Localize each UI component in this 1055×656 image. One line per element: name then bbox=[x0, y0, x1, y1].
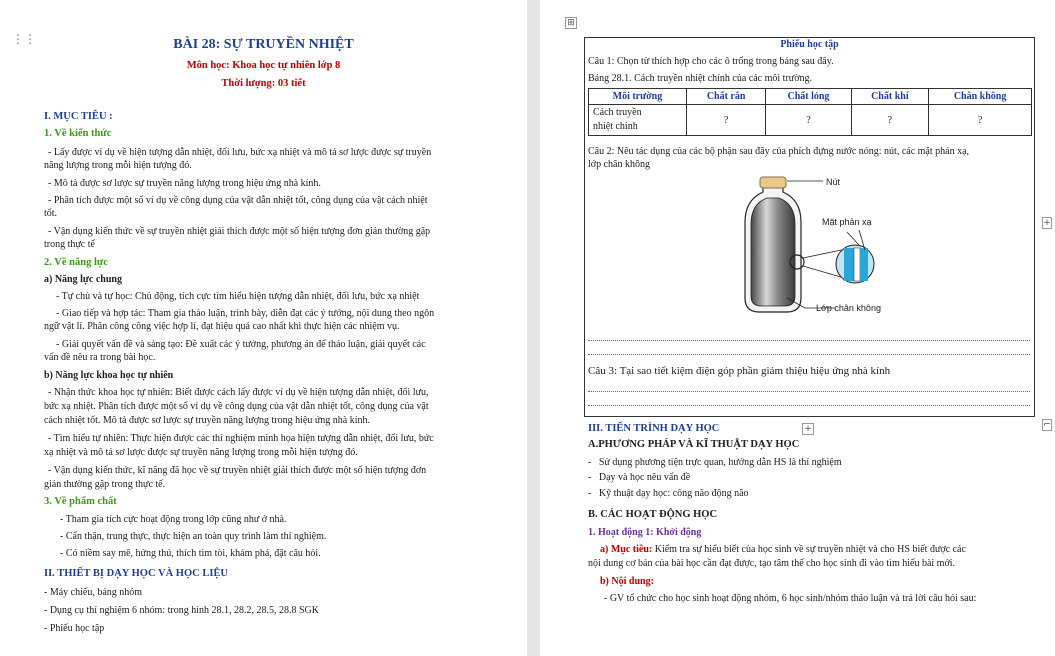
text-line: - Giải quyết vấn đề và sáng tạo: Đề xuất các ý tưởng, phương án để thảo luận, giải quyết các bbox=[56, 339, 426, 350]
lesson-title: BÀI 28: SỰ TRUYỀN NHIỆT bbox=[173, 37, 354, 52]
list-item-text: Dạy và học nêu vấn đề bbox=[598, 472, 691, 483]
text-line: nội dung cơ bản của bài học cần đạt được, tạo tâm thế cho học sinh đi vào tìm hiểu bài mới. bbox=[588, 558, 956, 569]
text-line: tốt. bbox=[44, 208, 58, 219]
list-item: - Dạy và học nêu vấn đề bbox=[588, 472, 691, 483]
section-objectives: I. MỤC TIÊU : bbox=[44, 111, 113, 122]
objective-label: a) Mục tiêu: bbox=[600, 544, 653, 555]
text-line: trong thực tế bbox=[44, 239, 95, 250]
heat-transfer-table bbox=[588, 88, 1032, 136]
table-cell[interactable]: ? bbox=[929, 105, 1032, 136]
answer-line[interactable] bbox=[588, 340, 1030, 341]
list-item: - Sử dụng phương tiện trực quan, hướng dẫn HS là thí nghiệm bbox=[588, 457, 842, 468]
row-label-line: Cách truyền bbox=[593, 107, 642, 118]
objective-text: Kiểm tra sự hiểu biết của học sinh về sự truyền nhiệt và cho HS biết được các bbox=[654, 544, 966, 555]
text-line: - Cẩn thận, trung thực, thực hiện an toàn quy trình làm thí nghiệm. bbox=[60, 531, 327, 542]
lesson-duration: Thời lượng: 03 tiết bbox=[221, 78, 306, 89]
text-line: - Tham gia tích cực hoạt động trong lớp cũng như ở nhà. bbox=[60, 514, 287, 525]
table-header-cell: Môi trường bbox=[589, 89, 687, 105]
drag-handle-icon[interactable]: ⋮⋮ bbox=[12, 32, 36, 46]
answer-line[interactable] bbox=[588, 391, 1030, 392]
text-line: - Dụng cụ thí nghiệm 6 nhóm: trong hình 28.1, 28.2, 28.5, 28.8 SGK bbox=[44, 605, 319, 616]
text-line: giản thường gặp trong thực tế. bbox=[44, 479, 166, 490]
table-cell[interactable]: ? bbox=[686, 105, 766, 136]
text-line: - Nhận thức khoa học tự nhiên: Biết được cách lấy được ví dụ về hiện tượng dẫn nhiệt, đối lưu, bbox=[48, 387, 429, 398]
text-line: - Mô tả được sơ lược sự truyền năng lượng trong hiệu ứng nhà kính. bbox=[48, 178, 321, 189]
label-reflective-surface: Mặt phản xạ bbox=[822, 217, 872, 227]
text-line: - Vận dụng kiến thức, kĩ năng đã học về sự truyền nhiệt giải thích được một số hiện tượng đơn bbox=[48, 465, 427, 476]
subsection-competence: 2. Về năng lực bbox=[44, 257, 108, 268]
question-1: Câu 1: Chọn từ thích hợp cho các ô trống trong bảng sau đây. bbox=[588, 56, 834, 67]
question-2-cont: lớp chân không bbox=[588, 159, 650, 170]
list-item-text: Sử dụng phương tiện trực quan, hướng dẫn HS là thí nghiệm bbox=[598, 457, 842, 468]
table-move-handle-icon[interactable]: ⊞ bbox=[565, 17, 577, 29]
add-row-icon[interactable]: + bbox=[802, 423, 814, 435]
section-methods: A.PHƯƠNG PHÁP VÀ KĨ THUẬT DẠY HỌC bbox=[588, 439, 800, 450]
label-vacuum-layer: Lớp chân không bbox=[816, 303, 881, 313]
subsection-knowledge: 1. Về kiến thức bbox=[44, 128, 112, 139]
text-line: ngữ vật lí. Phân công công việc hợp lí, đạt hiệu quả cao nhất khi thực hiện các nhiệm vụ. bbox=[44, 321, 400, 332]
table-header-cell: Chất lỏng bbox=[766, 89, 851, 105]
heading-science-competence: b) Năng lực khoa học tự nhiên bbox=[44, 370, 174, 381]
text-line: - GV tổ chức cho học sinh hoạt động nhóm, 6 học sinh/nhóm thảo luận và trả lời câu hỏi sau: bbox=[604, 593, 977, 604]
text-line: - Tự chủ và tự học: Chủ động, tích cực tìm hiểu hiện tượng dẫn nhiệt, đối lưu, bức xạ nhiệt bbox=[56, 291, 420, 302]
section-activities: B. CÁC HOẠT ĐỘNG HỌC bbox=[588, 509, 718, 520]
table-row-label bbox=[589, 105, 687, 136]
table-caption: Bảng 28.1. Cách truyền nhiệt chính của các môi trường. bbox=[588, 73, 812, 84]
section-equipment: II. THIẾT BỊ DẠY HỌC VÀ HỌC LIỆU bbox=[44, 568, 228, 579]
text-line: xạ nhiệt và mô tả sơ lược được sự truyền năng lượng trong mỗi hiện tượng đó. bbox=[44, 447, 358, 458]
text-line: cách nhiệt tốt. Mô tả được sơ lược sự truyền năng lượng trong hiệu ứng nhà kính. bbox=[44, 415, 370, 426]
text-line: - Vận dụng kiến thức về sự truyền nhiệt giải thích được một số hiện tượng đơn giản thường gặp bbox=[48, 226, 431, 237]
add-column-icon[interactable]: + bbox=[1043, 218, 1051, 228]
answer-line[interactable] bbox=[588, 354, 1030, 355]
right-page bbox=[540, 0, 1055, 656]
section-teaching-process: III. TIẾN TRÌNH DẠY HỌC bbox=[588, 423, 720, 434]
question-2: Câu 2: Nêu tác dụng của các bộ phận sau đây của phích đựng nước nóng: nút, các mặt phản xạ, bbox=[588, 146, 970, 157]
row-label-line: nhiệt chính bbox=[593, 121, 638, 132]
resize-table-icon[interactable]: ⌐ bbox=[1043, 420, 1051, 430]
thermos-figure bbox=[735, 170, 915, 320]
text-line: - Tìm hiểu tự nhiên: Thực hiện được các thí nghiệm minh họa hiện tượng dẫn nhiệt, đối lưu, bức bbox=[48, 433, 434, 444]
text-line: - Máy chiếu, bảng nhóm bbox=[44, 587, 143, 598]
worksheet-title: Phiếu học tập bbox=[780, 39, 839, 50]
text-line: - Phiếu học tập bbox=[44, 623, 105, 634]
question-3: Câu 3: Tại sao tiết kiệm điện góp phần giảm thiệu hiệu ứng nhà kính bbox=[588, 365, 891, 377]
table-header-cell: Chất khí bbox=[851, 89, 929, 105]
table-cell[interactable]: ? bbox=[766, 105, 851, 136]
text-line: - Lấy được ví dụ về hiện tượng dẫn nhiệt, đối lưu, bức xạ nhiệt và mô tả sơ lược được sự truyền bbox=[48, 147, 432, 158]
answer-line[interactable] bbox=[588, 405, 1030, 406]
subsection-qualities: 3. Về phẩm chất bbox=[44, 496, 117, 507]
left-page bbox=[0, 0, 527, 656]
text-line: năng lượng trong mỗi hiện tượng đó. bbox=[44, 160, 192, 171]
text-line: - Có niềm say mê, hứng thú, thích tìm tòi, khám phá, đặt câu hỏi. bbox=[60, 548, 321, 559]
table-cell[interactable]: ? bbox=[851, 105, 929, 136]
text-line: bức xạ nhiệt. Phân tích được một số ví dụ về công dụng của vật dẫn nhiệt tốt, công dụng của vật bbox=[44, 401, 429, 412]
heading-general-competence: a) Năng lực chung bbox=[44, 274, 122, 285]
table-header-cell: Chất rắn bbox=[686, 89, 766, 105]
text-line: - Giao tiếp và hợp tác: Tham gia thảo luận, trình bày, diễn đạt các ý tưởng, nội dung theo ngôn bbox=[56, 308, 435, 319]
table-header-row bbox=[589, 89, 1032, 105]
table-row bbox=[589, 105, 1032, 136]
activity-1-heading: 1. Hoạt động 1: Khởi động bbox=[588, 527, 702, 538]
table-header-cell: Chân không bbox=[929, 89, 1032, 105]
objective-line bbox=[600, 543, 966, 556]
list-item: - Kỹ thuật dạy học: công não động não bbox=[588, 488, 749, 499]
text-line: vấn đề nêu ra trong bài học. bbox=[44, 352, 156, 363]
list-item-text: Kỹ thuật dạy học: công não động não bbox=[598, 488, 749, 499]
text-line: - Phân tích được một số ví dụ về công dụng của vật dẫn nhiệt tốt, công dụng của vật cách nhiệt bbox=[48, 195, 428, 206]
lesson-subject: Môn học: Khoa học tự nhiên lớp 8 bbox=[186, 60, 341, 71]
label-cap: Nút bbox=[826, 177, 841, 187]
content-label: b) Nội dung: bbox=[600, 576, 654, 587]
